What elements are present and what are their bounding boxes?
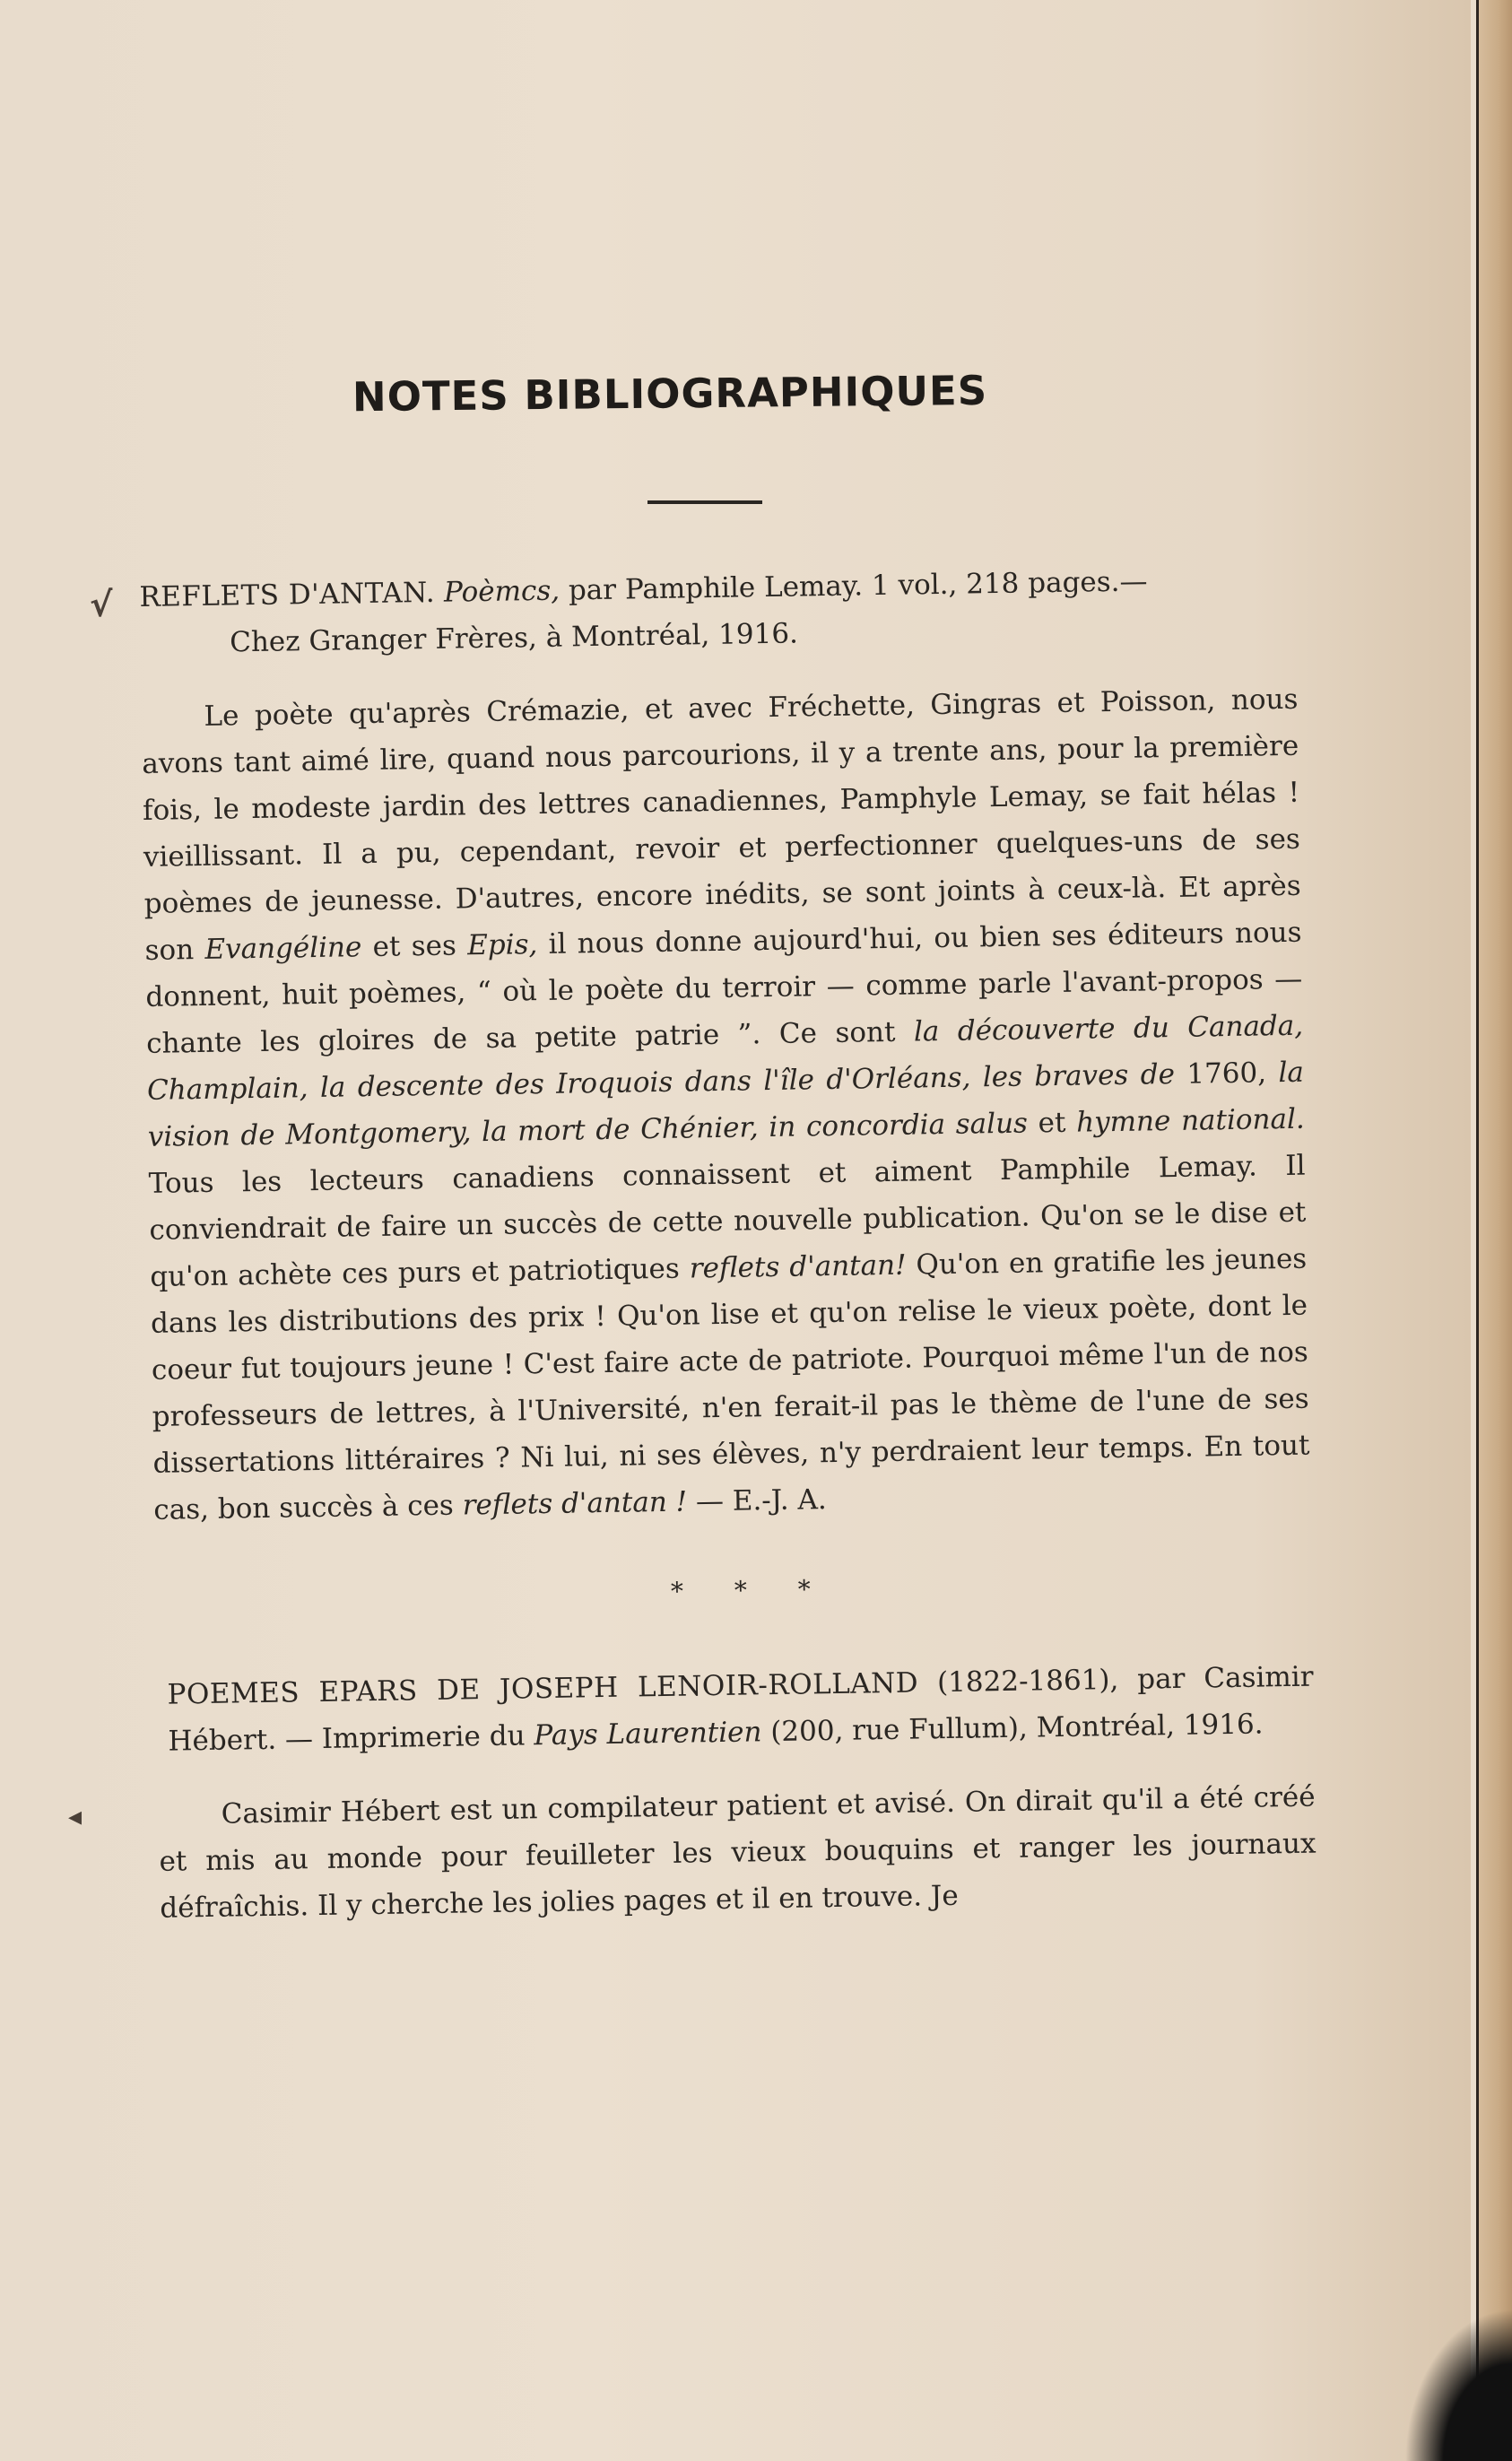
entry-2-heading: POEMES EPARS DE JOSEPH LENOIR-ROLLAND (1822-1861), par Casimir Hébert. — Imprimerie du Pays Laurentien (200, rue Fullum), Montréal, 1916. xyxy=(167,1660,1314,1758)
entry-1-title: REFLETS D'ANTAN. xyxy=(139,576,436,613)
entry-2-review: Casimir Hébert est un compilateur patient et avisé. On dirait qu'il a été créé et mis au monde pour feuilleter les vieux bouquins et ranger les journaux défraîchis. Il y cherche les jolies pages et il en trouve. Je xyxy=(159,1780,1316,1925)
margin-check-mark-2: ◂ xyxy=(68,1801,83,1832)
corner-shadow xyxy=(1404,2309,1512,2461)
book-edge xyxy=(1479,0,1512,2461)
title-rule xyxy=(647,500,762,504)
page-title: NOTES BIBLIOGRAPHIQUES xyxy=(352,366,988,422)
text-column xyxy=(139,556,1317,1932)
entry-1-genre: Poèmcs, xyxy=(443,574,560,609)
entry-1-author: par Pamphile Lemay. 1 vol., 218 pages.— xyxy=(568,565,1148,607)
entry-2-title: POEMES EPARS DE JOSEPH LENOIR-ROLLAND xyxy=(167,1666,919,1711)
entry-1-publisher: Chez Granger Frères, à Montréal, 1916. xyxy=(229,617,799,659)
margin-check-mark-1: √ xyxy=(90,585,113,624)
section-ornament: * * * xyxy=(670,1574,833,1606)
entry-1-heading xyxy=(139,556,1297,667)
entry-1-review: Le poète qu'après Crémazie, et avec Fréchette, Gingras et Poisson, nous avons tant aimé lire, quand nous parcourions, il y a trente ans, pour la première fois, le modeste jardin des lettres canadiennes, Pamphyle Lemay, se fait hélas ! vieillissant. Il a pu, cependant, revoir et perfectionner quelques-uns de ses poèmes de jeunesse. D'autres, encore inédits, se sont joints à ceux-là. Et après son Evangéline et ses Epis, il nous donne aujourd'hui, ou bien ses éditeurs nous donnent, huit poèmes, “ où le poète du terroir — comme parle l'avant-propos — chante les gloires de sa petite patrie ”. Ce sont la découverte du Canada, Champlain, la descente des Iroquois dans l'île d'Orléans, les braves de 1760, la vision de Montgomery, la mort de Chénier, in concordia salus et hymne national. Tous les lecteurs canadiens connaissent et aiment Pamphile Lemay. Il conviendrait de faire un succès de cette nouvelle publication. Qu'on se le dise et qu'on achète ces purs et patriotiques reflets d'antan! Qu'on en gratifie les jeunes dans les distributions des prix ! Qu'on lise et qu'on relise le vieux poète, dont le coeur fut toujours jeune ! C'est faire acte de patriote. Pourquoi même l'un de nos professeurs de lettres, à l'Université, n'en ferait-il pas le thème de l'une de ses dissertations littéraires ? Ni lui, ni ses élèves, n'y perdraient leur temps. En tout cas, bon succès à ces reflets d'antan ! — E.-J. A. xyxy=(142,683,1310,1526)
entry-1-signature: — E.-J. A. xyxy=(695,1483,827,1518)
